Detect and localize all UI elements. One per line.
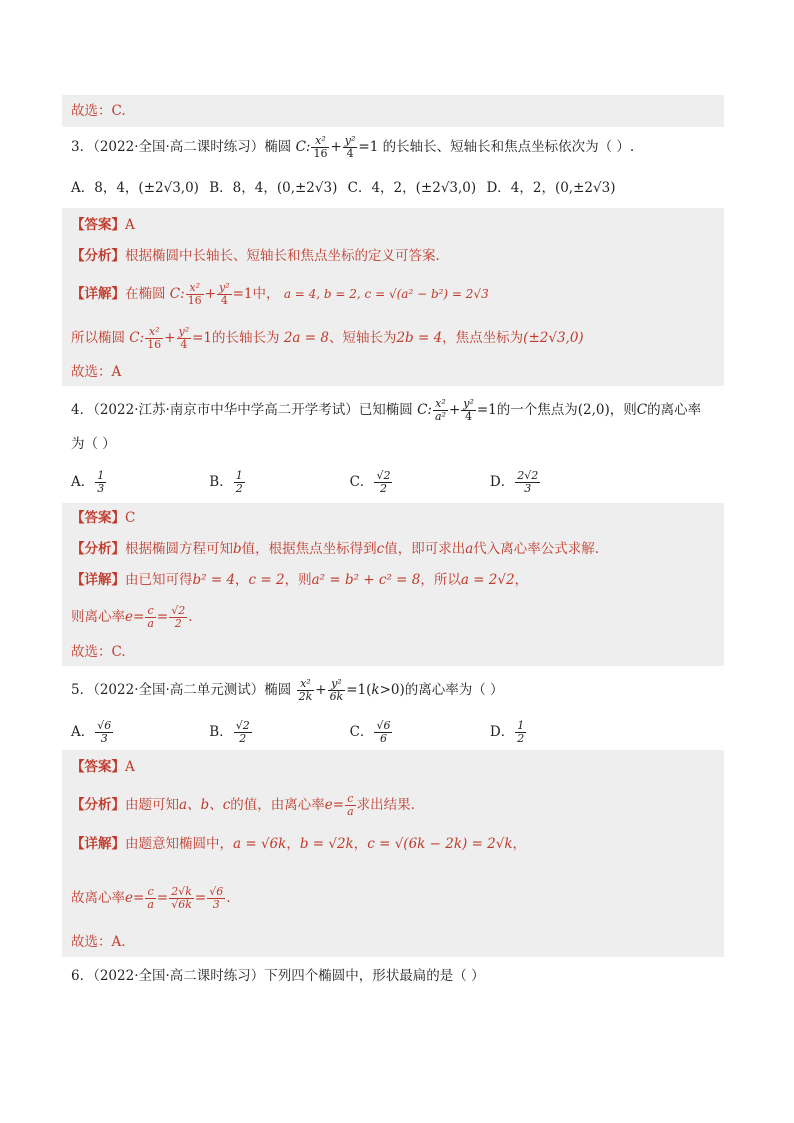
q4-detail-sep2: ， bbox=[514, 572, 529, 588]
q5-analysis-2: 的值，由离心率 bbox=[230, 797, 325, 813]
answer-tag: 【答案】 bbox=[71, 217, 125, 233]
q4-detail-sep1: ， bbox=[235, 572, 249, 588]
analysis-tag: 【分析】 bbox=[71, 248, 125, 264]
q5-eccentricity-eq: e= $\frac{c}{a}$ = $\frac{2√k}{√6k}$ = $\frac{√6}{3}$ . bbox=[125, 885, 231, 911]
q4-analysis-1: 根据椭圆方程可知 bbox=[125, 541, 233, 557]
q3-stem bbox=[71, 135, 723, 160]
q5-option-a: A． $\frac{√6}{3}$ bbox=[71, 719, 112, 745]
q3-major-value: 2a = 8 bbox=[283, 330, 329, 346]
q3-analysis bbox=[71, 246, 723, 266]
q3-detail-mid: 中， bbox=[252, 286, 280, 302]
q5-detail-b: b = √2k bbox=[299, 836, 354, 852]
q3-detail2-eq: C: $\frac{\text{x²}}{16}$ + $\frac{\text{y²}}{4}$ =1 bbox=[129, 325, 213, 351]
q4-detail-c: c = 2 bbox=[248, 572, 285, 588]
q4-stem-tail: 的离心率 bbox=[647, 402, 702, 418]
q5-option-b: B． $\frac{√2}{2}$ bbox=[209, 719, 250, 745]
q4-analysis: 【分析】根据椭圆方程可知b值，根据焦点坐标得到c值，即可求出a代入离心率公式求解. bbox=[71, 541, 600, 557]
q4-detail-so: ，所以 bbox=[420, 572, 461, 588]
q5-detail-c: c = √(6k − 2k) = 2√k bbox=[367, 836, 513, 852]
q4-detail-b2: b² = 4 bbox=[192, 572, 236, 588]
analysis-tag: 【分析】 bbox=[71, 541, 125, 557]
q5-stem-tail: 的离心率为（ ） bbox=[404, 682, 504, 698]
q3-answer bbox=[71, 215, 723, 235]
q6-stem: 6．（2022·全国·高二课时练习）下列四个椭圆中，形状最扁的是（ ） bbox=[71, 968, 485, 984]
q4-stem-mid: 的一个焦点为 bbox=[496, 402, 578, 418]
q4-option-d: D． $\frac{2√2}{3}$ bbox=[489, 469, 539, 495]
q3-focus-value: (±2√3,0) bbox=[523, 330, 584, 346]
q5-detail-sep2: ， bbox=[353, 836, 368, 852]
answer-tag: 【答案】 bbox=[71, 510, 125, 526]
q3-analysis-text: 根据椭圆中长轴长、短轴长和焦点坐标的定义可答案. bbox=[125, 248, 440, 264]
q3-option-a: A．8，4，(±2√3,0) bbox=[71, 180, 199, 196]
q4-detail2-text: 则离心率 bbox=[71, 609, 125, 625]
q5-detail-1: 由题意知椭圆中， bbox=[125, 836, 233, 852]
q3-detail bbox=[71, 282, 723, 307]
q4-option-b: B． $\frac{1}{2}$ bbox=[209, 469, 243, 495]
q4-option-c: C． $\frac{√2}{2}$ bbox=[349, 469, 391, 495]
q3-option-b: B．8，4，(0,±2√3) bbox=[209, 180, 338, 196]
q4-analysis-3: 值，即可求出 bbox=[384, 541, 466, 557]
q4-detail2 bbox=[71, 605, 723, 630]
prev-choice: 故选：C. bbox=[71, 103, 126, 119]
q4-choice: 故选：C. bbox=[71, 644, 126, 660]
detail-tag: 【详解】 bbox=[71, 836, 125, 852]
q4-option-a: A． $\frac{1}{3}$ bbox=[71, 469, 105, 495]
q3-option-c: C．4，2，(±2√3,0) bbox=[347, 180, 477, 196]
q5-stem-text: 5．（2022·全国·高二单元测试）椭圆 bbox=[71, 682, 292, 698]
q3-stem-text: 3．（2022·全国·高二课时练习）椭圆 bbox=[71, 139, 292, 155]
q3-detail-text: 在椭圆 bbox=[125, 286, 166, 302]
q5-analysis-eq: e= $\frac{c}{a}$ bbox=[324, 792, 354, 818]
q3-option-d: D．4，2，(0,±2√3) bbox=[486, 180, 616, 196]
q5-answer-value: A bbox=[125, 759, 135, 775]
q5-analysis-1: 由题可知 bbox=[125, 797, 179, 813]
q5-detail-sep1: ， bbox=[286, 836, 300, 852]
q5-answer bbox=[71, 757, 723, 777]
q4-detail bbox=[71, 570, 723, 590]
q4-answer-value: C bbox=[125, 510, 136, 526]
q4-answer bbox=[71, 508, 723, 528]
q5-detail bbox=[71, 834, 723, 854]
q3-focus-label: ，焦点坐标为 bbox=[442, 330, 524, 346]
q3-ellipse-eq: C: $\frac{\text{x²}}{16}$ + $\frac{\text{y²}}{4}$ =1 bbox=[295, 134, 379, 160]
q5-option-d: D． $\frac{1}{2}$ bbox=[489, 719, 525, 745]
q3-stem-tail: 的长轴长、短轴长和焦点坐标依次为（ ）. bbox=[382, 139, 635, 155]
answer-tag: 【答案】 bbox=[71, 759, 125, 775]
q5-analysis bbox=[71, 793, 723, 818]
q4-analysis-4: 代入离心率公式求解. bbox=[473, 541, 600, 557]
q5-analysis-vars: a、b、c bbox=[179, 797, 231, 813]
q5-detail2 bbox=[71, 886, 723, 911]
q3-minor-label: 、短轴长为 bbox=[328, 330, 397, 346]
q3-choice: 故选：A bbox=[71, 364, 122, 380]
q4-stem: 4．（2022·江苏·南京市中华中学高二开学考试）已知椭圆 C: $\frac{\text{x²}}{\text{a²}}$ + $\frac{\text{y²}}{4}$ =1的一个焦点为(2,0)，则C的离心率 bbox=[71, 397, 702, 423]
q5-detail2-text: 故离心率 bbox=[71, 890, 125, 906]
q3-minor-value: 2b = 4 bbox=[396, 330, 443, 346]
detail-tag: 【详解】 bbox=[71, 286, 125, 302]
q4-stem-cont: 为（ ） bbox=[71, 436, 116, 452]
q5-detail-a: a = √6k bbox=[233, 836, 287, 852]
q4-detail-a2: a² = b² + c² = 8 bbox=[311, 572, 421, 588]
q4-detail-a: a = 2√2 bbox=[460, 572, 515, 588]
q3-detail2 bbox=[71, 326, 723, 351]
q3-answer-value: A bbox=[125, 217, 135, 233]
q4-options bbox=[71, 470, 723, 495]
q4-detail-1: 由已知可得 bbox=[125, 572, 193, 588]
q5-option-c: C． $\frac{√6}{6}$ bbox=[349, 719, 391, 745]
q3-detail2-text: 所以椭圆 bbox=[71, 330, 125, 346]
q4-focus: (2,0) bbox=[577, 402, 610, 418]
q3-detail-eq: C: $\frac{\text{x²}}{16}$ + $\frac{\text{y²}}{4}$ =1 bbox=[169, 281, 253, 307]
q5-stem bbox=[71, 678, 723, 703]
q5-choice: 故选：A. bbox=[71, 934, 126, 950]
q4-ellipse-eq: C: $\frac{\text{x²}}{\text{a²}}$ + $\frac{\text{y²}}{4}$ =1 bbox=[417, 397, 497, 423]
q5-options bbox=[71, 720, 723, 745]
q3-major-label: 的长轴长为 bbox=[212, 330, 280, 346]
q4-stem-text: 4．（2022·江苏·南京市中华中学高二开学考试）已知椭圆 bbox=[71, 402, 413, 418]
q4-stem-then: ，则 bbox=[609, 402, 637, 418]
q5-analysis-3: 求出结果. bbox=[356, 797, 415, 813]
q4-detail-then: ，则 bbox=[284, 572, 312, 588]
analysis-tag: 【分析】 bbox=[71, 797, 125, 813]
q3-options bbox=[71, 178, 723, 198]
q3-detail-values: a = 4, b = 2, c = √(a² − b²) = 2√3 bbox=[283, 287, 489, 301]
detail-tag: 【详解】 bbox=[71, 572, 125, 588]
q5-ellipse-eq: $\frac{\text{x²}}{2k}$ + $\frac{\text{y²}}{6k}$ =1(k>0) bbox=[298, 677, 405, 703]
q4-eccentricity-eq: e= $\frac{c}{a}$ = $\frac{√2}{2}$ . bbox=[125, 604, 193, 630]
q5-detail-sep3: ， bbox=[512, 836, 527, 852]
q4-analysis-2: 值，根据焦点坐标得到 bbox=[241, 541, 377, 557]
